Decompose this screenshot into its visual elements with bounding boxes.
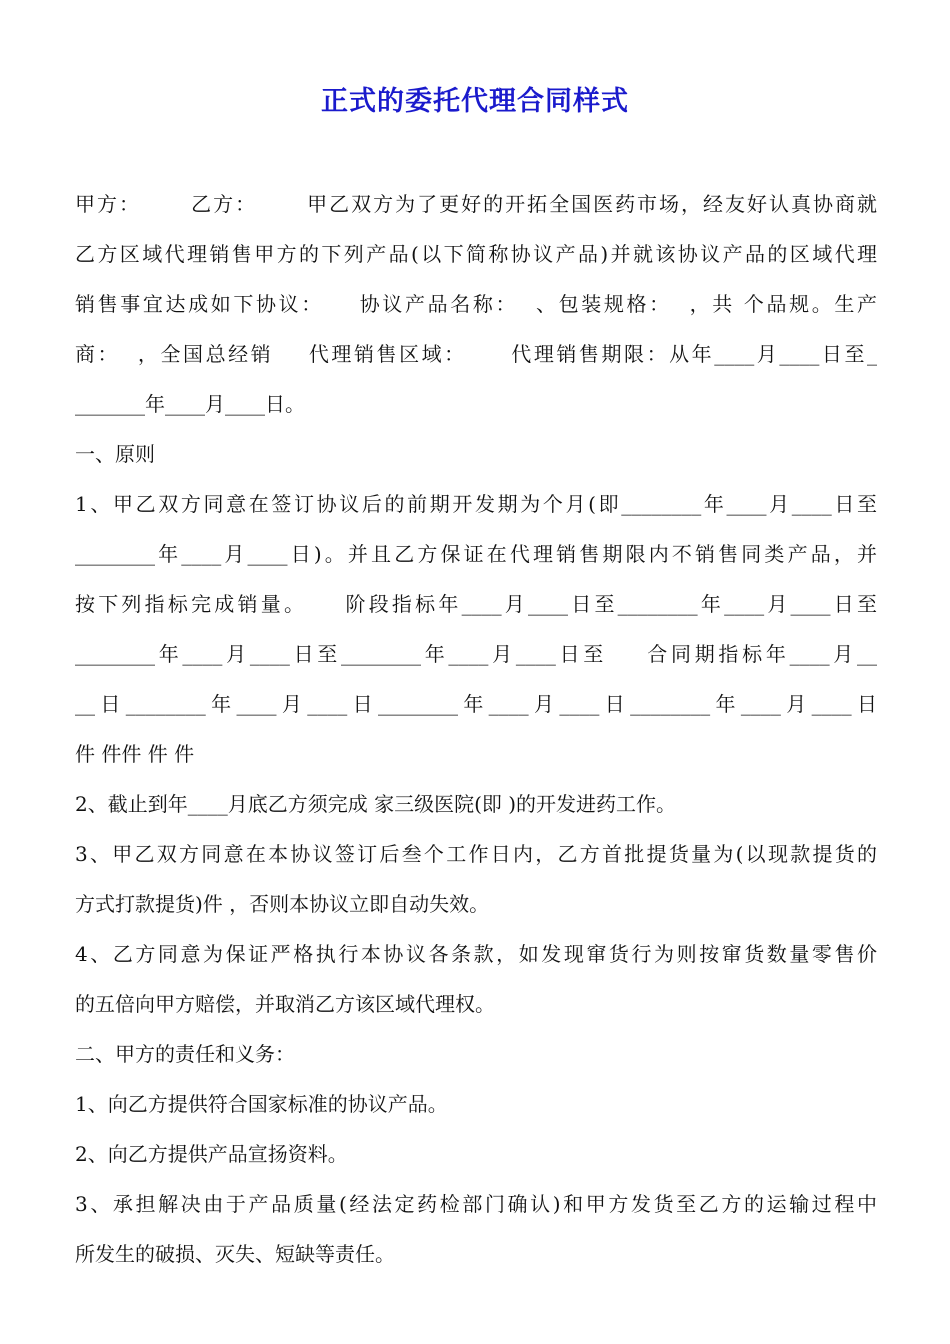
paragraph-line: 销售事宜达成如下协议： 协议产品名称： 、包装规格： ，共 个品规。生产 — [75, 292, 877, 316]
section-heading: 二、甲方的责任和义务： — [75, 1042, 295, 1066]
paragraph-line: 1、甲乙双方同意在签订协议后的前期开发期为个月(即________年____月____日至 — [75, 492, 877, 516]
paragraph-line: __日________年____月____日________年____月____日________年____月____日 — [75, 692, 877, 716]
section-heading: 一、原则 — [75, 442, 155, 466]
paragraph-line: 乙方区域代理销售甲方的下列产品(以下简称协议产品)并就该协议产品的区域代理 — [75, 242, 877, 266]
paragraph-line: ________年____月____日)。并且乙方保证在代理销售期限内不销售同类产品，并 — [75, 542, 877, 566]
paragraph-line: 的五倍向甲方赔偿，并取消乙方该区域代理权。 — [75, 992, 495, 1016]
paragraph-line: ________年____月____日至________年____月____日至 合同期指标年____月__ — [75, 642, 877, 666]
paragraph-line: 3、甲乙双方同意在本协议签订后叁个工作日内，乙方首批提货量为(以现款提货的 — [75, 842, 877, 866]
paragraph-line: 4、乙方同意为保证严格执行本协议各条款，如发现窜货行为则按窜货数量零售价 — [75, 942, 877, 966]
document-body — [75, 179, 877, 1279]
document-title: 正式的委托代理合同样式 — [321, 86, 629, 117]
paragraph-line: 件 件件 件 件 — [75, 742, 195, 766]
paragraph-line: 2、截止到年____月底乙方须完成 家三级医院(即 )的开发进药工作。 — [75, 792, 677, 816]
paragraph-line: 3、承担解决由于产品质量(经法定药检部门确认)和甲方发货至乙方的运输过程中 — [75, 1192, 877, 1216]
paragraph-line: 2、向乙方提供产品宣扬资料。 — [75, 1142, 348, 1166]
paragraph-line: 方式打款提货)件 ，否则本协议立即自动失效。 — [75, 892, 490, 916]
paragraph-line: 甲方： 乙方： 甲乙双方为了更好的开拓全国医药市场，经友好认真协商就 — [75, 192, 877, 216]
paragraph-line: 1、向乙方提供符合国家标准的协议产品。 — [75, 1092, 448, 1116]
paragraph-line: _______年____月____日。 — [75, 392, 305, 416]
paragraph-line: 按下列指标完成销量。 阶段指标年____月____日至________年____月____日至 — [75, 592, 877, 616]
paragraph-line: 所发生的破损、灭失、短缺等责任。 — [75, 1242, 395, 1266]
paragraph-line: 商： ，全国总经销 代理销售区域： 代理销售期限：从年____月____日至_ — [75, 342, 877, 366]
